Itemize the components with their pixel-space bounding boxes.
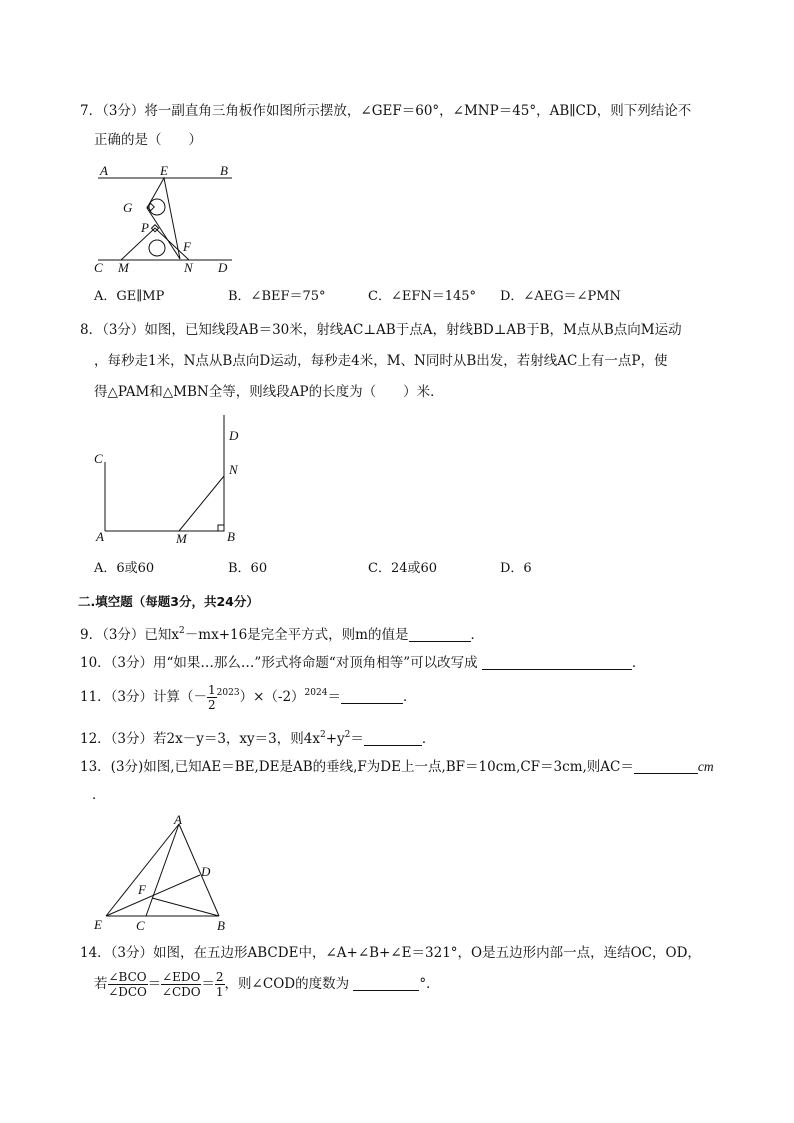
q11-stem: 11．（3分）计算（－ $\frac{1}{2}$ $^{2023})\times(-2)^{2024}=$ ． <box>80 683 417 712</box>
q9-stem: 9．（3分）已知$x^2-mx+16$是完全平方式，则m的值是 ． <box>80 626 484 643</box>
q7-label-E: E <box>160 163 168 178</box>
q8-stem-line1: 8．（3分）如图，已知线段AB＝30米，射线AC⊥AB于点A，射线BD⊥AB于B，M点从B点向M运动 <box>80 322 682 338</box>
q8-stem-line3: 得△PAM和△MBN全等，则线段AP的长度为（ ）米． <box>94 384 444 400</box>
q10-stem: 10．（3分）用“如果…那么…”形式将命题“对顶角相等”可以改写成 ． <box>80 655 646 671</box>
q7-option-c[interactable]: C．∠EFN＝145° <box>368 289 477 304</box>
q13-label-E: E <box>94 917 102 932</box>
q7-label-P: P <box>141 220 149 235</box>
q14-fraction-2: $\frac{\text{∠EDO}}{\text{∠CDO}}$ <box>161 970 201 999</box>
q14-stem-line1: 14．（3分）如图，在五边形ABCDE中，∠A+∠B+∠E＝321°，O是五边形内部一点，连结OC，OD， <box>80 945 701 961</box>
q13-label-B: B <box>217 918 225 933</box>
q7-label-F: F <box>183 239 191 254</box>
q7-label-B: B <box>220 163 228 178</box>
q13-label-D: D <box>201 864 211 879</box>
q13-figure <box>90 812 250 937</box>
q14-answer-blank[interactable] <box>353 976 419 991</box>
q8-label-D: D <box>229 428 239 443</box>
q11-answer-blank[interactable] <box>341 689 403 704</box>
q8-label-N: N <box>229 462 238 477</box>
q7-stem-line2: 正确的是（ ） <box>94 132 202 148</box>
q8-label-A: A <box>96 529 104 544</box>
q11-fraction: $\frac{1}{2}$ <box>208 683 216 712</box>
q8-label-B: B <box>227 529 235 544</box>
section-title-fill-in: 二.填空题（每题3分，共24分） <box>78 594 259 609</box>
q13-label-A: A <box>174 812 182 827</box>
q8-option-a[interactable]: A．6或60 <box>94 561 155 576</box>
q8-label-M: M <box>176 531 187 546</box>
q7-label-N: N <box>184 260 193 275</box>
q13-label-F: F <box>138 882 146 897</box>
q8-option-d[interactable]: D．6 <box>500 561 532 576</box>
q14-fraction-1: $\frac{\text{∠BCO}}{\text{∠DCO}}$ <box>108 970 147 999</box>
q7-label-C: C <box>94 260 103 275</box>
q8-option-b[interactable]: B．60 <box>228 561 268 576</box>
q8-figure <box>90 410 250 550</box>
q13-label-C: C <box>136 918 145 933</box>
q7-label-A: A <box>100 163 108 178</box>
q13-stem-line1: 13．(3分)如图,已知AE＝BE,DE是AB的垂线,F为DE上一点,BF＝10cm,CF＝3cm,则AC＝ cm <box>80 759 714 775</box>
q9-answer-blank[interactable] <box>409 627 471 642</box>
q10-answer-blank[interactable] <box>482 655 632 670</box>
q7-option-d[interactable]: D．∠AEG＝∠PMN <box>500 289 621 304</box>
q13-stem-line2: ． <box>92 787 106 803</box>
q8-option-c[interactable]: C．24或60 <box>368 561 438 576</box>
q7-label-D: D <box>218 260 228 275</box>
q14-fraction-3: $\frac{2}{1}$ <box>215 970 224 999</box>
q7-figure <box>90 160 240 280</box>
q7-option-b[interactable]: B．∠BEF＝75° <box>228 289 326 304</box>
q14-stem-line2: 若 $\frac{\text{∠BCO}}{\text{∠DCO}}$ ＝ $\frac{\text{∠EDO}}{\text{∠CDO}}$ ＝ $\frac{2}{1}$ ，则∠COD的度数为 °． <box>94 970 440 999</box>
q7-label-M: M <box>118 260 129 275</box>
q7-stem-line1: 7．（3分）将一副直角三角板作如图所示摆放，∠GEF＝60°，∠MNP＝45°，AB∥CD，则下列结论不 <box>80 103 692 119</box>
q7-label-G: G <box>123 200 133 215</box>
q8-stem-line2: ，每秒走1米，N点从B点向D运动，每秒走4米，M、N同时从B出发，若射线AC上有一点P，使 <box>94 353 668 369</box>
q12-answer-blank[interactable] <box>364 731 422 746</box>
q7-option-a[interactable]: A．GE∥MP <box>94 289 165 304</box>
q8-label-C: C <box>94 451 103 466</box>
q13-answer-blank[interactable] <box>634 759 698 774</box>
q12-stem: 12．（3分）若2x－y＝3，xy＝3，则$4x^2+y^2=$ ． <box>80 730 436 747</box>
